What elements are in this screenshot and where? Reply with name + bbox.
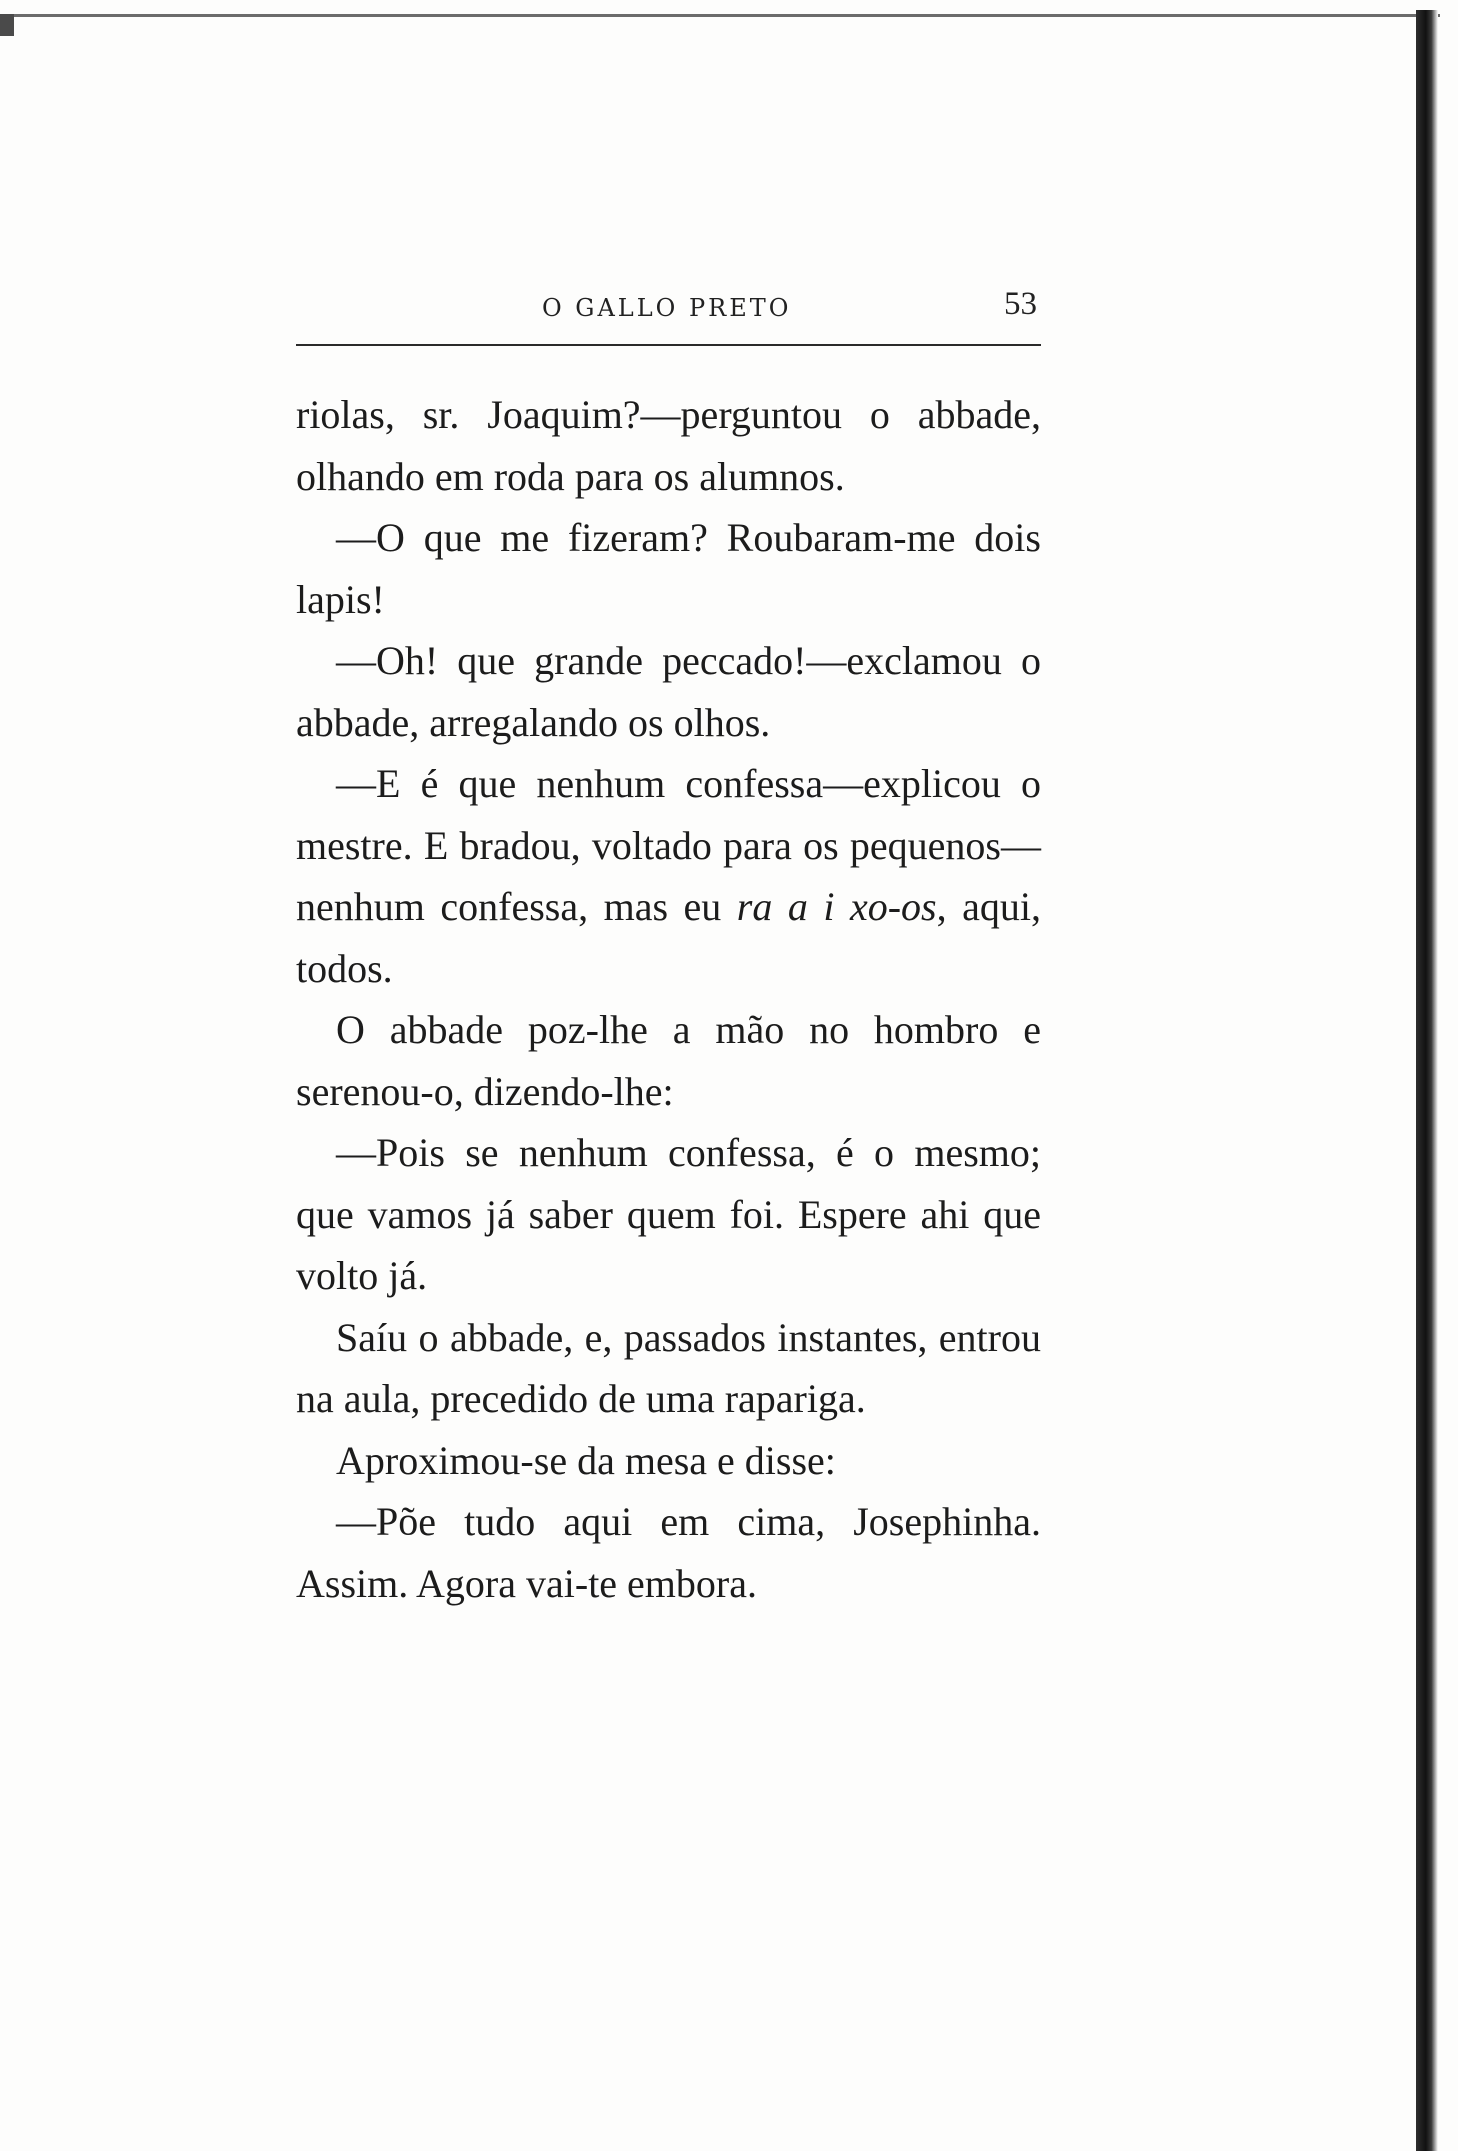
paragraph-text: —Põe tudo aqui em cima, Josephinha. Assim. Agora vai-te embora. [296,1499,1041,1606]
paragraph [296,1122,1041,1307]
paragraph [296,384,1041,507]
paragraph-text: —Oh! que grande peccado!—exclamou o abbade, arregalando os olhos. [296,638,1041,745]
scan-corner-mark [0,14,14,36]
running-head [296,280,1041,346]
body-text [296,384,1041,1614]
italic-text: ra a i xo-os [736,884,937,929]
paragraph [296,507,1041,630]
paragraph-text: —E é que nenhum confessa—explicou o mestre. E bradou, voltado para os pequenos—nenhum confessa, mas eu [296,761,1041,929]
paragraph [296,1430,1041,1492]
scan-top-edge [0,14,1440,17]
paragraph-text: Saíu o abbade, e, passados instantes, entrou na aula, precedido de uma rapariga. [296,1314,1041,1421]
page-number: 53 [1004,286,1037,322]
header-rule [296,344,1041,346]
paragraph-text: Aproximou-se da mesa e disse: [336,1437,836,1483]
paragraph [296,1491,1041,1614]
paragraph [296,630,1041,753]
paragraph-text: —O que me fizeram? Roubaram-me dois lapis! [296,515,1041,622]
scan-binding-shadow [1416,10,1438,2151]
paragraph [296,1307,1041,1430]
paragraph-text: riolas, sr. Joaquim?—perguntou o abbade, olhando em roda para os alumnos. [296,392,1041,499]
paragraph [296,999,1041,1122]
paragraph-text: O abbade poz-lhe a mão no hombro e serenou-o, dizendo-lhe: [296,1007,1041,1114]
paragraph-text: —Pois se nenhum confessa, é o mesmo; que vamos já saber quem foi. Espere ahi que volto já. [296,1130,1041,1298]
paragraph [296,753,1041,999]
paragraph-text: , aqui, todos. [296,884,1041,991]
running-title: O GALLO PRETO [542,294,792,322]
